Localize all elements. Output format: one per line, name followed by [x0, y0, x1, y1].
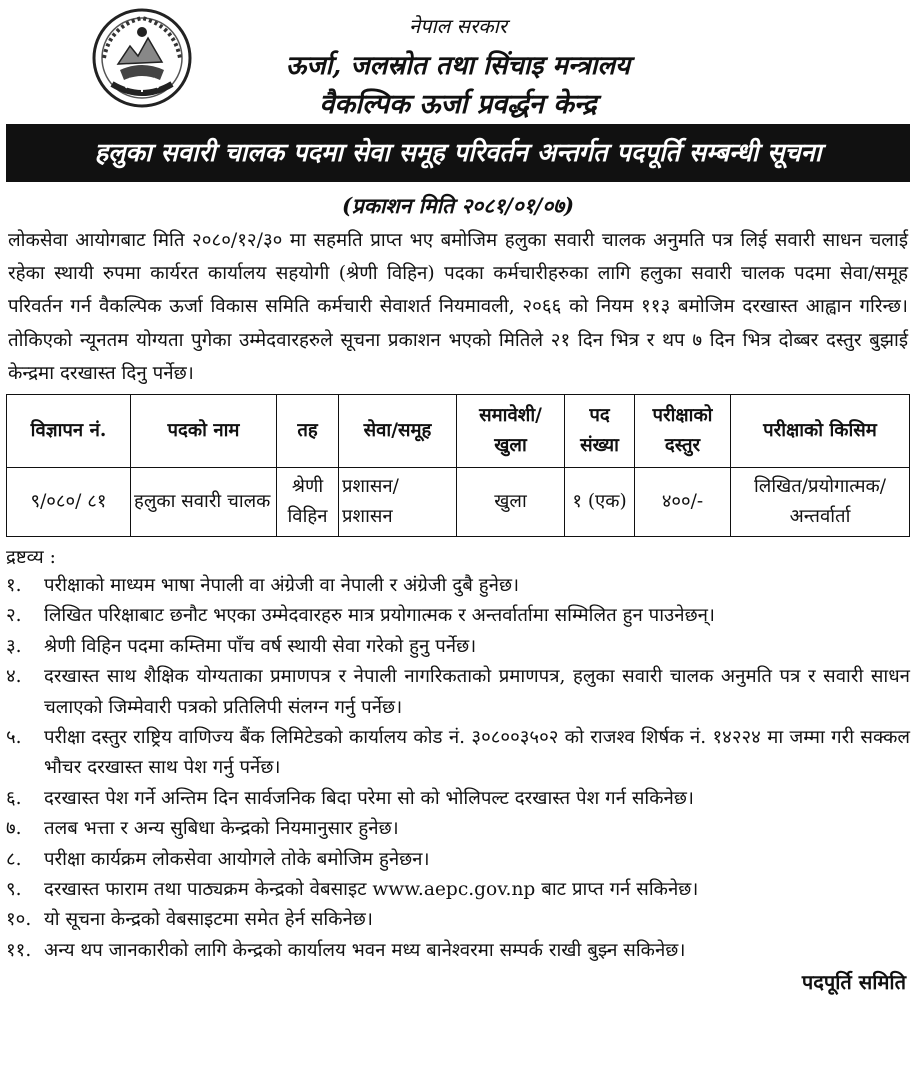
- note-number: ७.: [6, 818, 22, 840]
- note-text: तलब भत्ता र अन्य सुबिधा केन्द्रको नियमानुसार हुनेछ।: [44, 818, 399, 840]
- note-text: यो सूचना केन्द्रको वेबसाइटमा समेत हेर्न सकिनेछ।: [44, 909, 373, 931]
- header-post-count: पद संख्या: [565, 395, 635, 468]
- ministry-title: ऊर्जा, जलस्रोत तथा सिंचाइ मन्त्रालय: [285, 51, 631, 81]
- cell-type: खुला: [457, 468, 565, 537]
- note-text: दरखास्त फाराम तथा पाठ्यक्रम केन्द्रको वेबसाइट www.aepc.gov.np बाट प्राप्त गर्न सकिनेछ।: [44, 879, 699, 901]
- cell-exam: लिखित/प्रयोगात्मक/ अन्तर्वार्ता: [731, 468, 910, 537]
- header-ad-no: विज्ञापन नं.: [7, 395, 131, 468]
- notes-list: [6, 571, 910, 966]
- list-item: [6, 784, 910, 814]
- notice-banner: हलुका सवारी चालक पदमा सेवा समूह परिवर्तन अन्तर्गत पदपूर्ति सम्बन्धी सूचना: [6, 124, 910, 182]
- intro-paragraph: लोकसेवा आयोगबाट मिति २०८०/१२/३० मा सहमति प्राप्त भए बमोजिम हलुका सवारी चालक अनुमति पत्र लिई सवारी साधन चलाई रहेका स्थायी रुपमा कार्यरत कार्यालय सहयोगी (श्रेणी विहिन) पदका कर्मचारीहरुका लागि हलुका सवारी चालक पदमा सेवा/समूह परिवर्तन गर्न वैकल्पिक ऊर्जा विकास समिति कर्मचारी सेवाशर्त नियमावली, २०६६ को नियम ११३ बमोजिम दरखास्त आह्वान गरिन्छ। तोकिएको न्यूनतम योग्यता पुगेका उम्मेदवारहरुले सूचना प्रकाशन भएको मितिले २१ दिन भित्र र थप ७ दिन भित्र दोब्बर दस्तुर बुझाई केन्द्रमा दरखास्त दिनु पर्नेछ।: [8, 230, 908, 384]
- notes-title: द्रष्टव्य :: [6, 547, 56, 569]
- note-text: परीक्षा कार्यक्रम लोकसेवा आयोगले तोके बमोजिम हुनेछन।: [44, 848, 430, 870]
- header-exam-type: परीक्षाको किसिम: [731, 395, 910, 468]
- publication-date: (प्रकाशन मिति २०८१/०१/०७): [341, 193, 575, 218]
- list-item: [6, 814, 910, 844]
- table-header-row: [7, 395, 910, 468]
- list-item: [6, 905, 910, 935]
- vacancy-table: [6, 394, 910, 537]
- cell-service: प्रशासन/ प्रशासन: [339, 468, 457, 537]
- government-title: नेपाल सरकार: [409, 14, 507, 38]
- cell-fee: ४००/-: [635, 468, 731, 537]
- header-post: पदको नाम: [131, 395, 277, 468]
- list-item: [6, 723, 910, 784]
- note-text: दरखास्त साथ शैक्षिक योग्यताका प्रमाणपत्र र नेपाली नागरिकताको प्रमाणपत्र, हलुका सवारी चालक अनुमति पत्र र सवारी साधन चलाएको जिम्मेवारी पत्रको प्रतिलिपी संलग्न गर्नु पर्नेछ।: [44, 666, 910, 718]
- note-number: ६.: [6, 787, 22, 809]
- note-number: ८.: [6, 848, 22, 870]
- note-number: ११.: [6, 939, 32, 961]
- note-number: १.: [6, 575, 22, 597]
- note-number: ९.: [6, 879, 22, 901]
- header: [6, 0, 910, 124]
- table-row: [7, 468, 910, 537]
- note-number: ३.: [6, 635, 22, 657]
- cell-post: हलुका सवारी चालक: [131, 468, 277, 537]
- header-exam-fee: परीक्षाको दस्तुर: [635, 395, 731, 468]
- note-number: २.: [6, 605, 22, 627]
- list-item: [6, 875, 910, 905]
- note-text: अन्य थप जानकारीको लागि केन्द्रको कार्यालय भवन मध्य बानेश्वरमा सम्पर्क राखी बुझ्न सकिनेछ।: [44, 939, 686, 961]
- center-title: वैकल्पिक ऊर्जा प्रवर्द्धन केन्द्र: [319, 89, 597, 120]
- list-item: [6, 662, 910, 723]
- note-text: परीक्षा दस्तुर राष्ट्रिय वाणिज्य बैंक लिमिटेडको कार्यालय कोड नं. ३०८००३५०२ को राजश्व शिर्षक नं. १४२२४ मा जम्मा गरी सक्कल भौचर दरखास्त साथ पेश गर्नु पर्नेछ।: [44, 727, 910, 779]
- cell-level: श्रेणी विहिन: [277, 468, 339, 537]
- list-item: [6, 601, 910, 631]
- header-level: तह: [277, 395, 339, 468]
- header-service: सेवा/समूह: [339, 395, 457, 468]
- note-text: श्रेणी विहिन पदमा कम्तिमा पाँच वर्ष स्थायी सेवा गरेको हुनु पर्नेछ।: [44, 635, 477, 657]
- note-number: ४.: [6, 666, 22, 688]
- note-text: लिखित परिक्षाबाट छनौट भएका उम्मेदवारहरु मात्र प्रयोगात्मक र अन्तर्वार्तामा सम्मिलित हुन पाउनेछन्।: [44, 605, 715, 627]
- header-inclusive-open: समावेशी/ खुला: [457, 395, 565, 468]
- note-text: परीक्षाको माध्यम भाषा नेपाली वा अंग्रेजी वा नेपाली र अंग्रेजी दुबै हुनेछ।: [44, 575, 520, 597]
- cell-ad-no: ९/०८०/ ८१: [7, 468, 131, 537]
- note-number: ५.: [6, 727, 22, 749]
- list-item: [6, 632, 910, 662]
- list-item: [6, 571, 910, 601]
- signature: पदपूर्ति समिति: [801, 970, 906, 995]
- list-item: [6, 936, 910, 966]
- cell-count: १ (एक): [565, 468, 635, 537]
- list-item: [6, 845, 910, 875]
- note-number: १०.: [6, 909, 32, 931]
- note-text: दरखास्त पेश गर्ने अन्तिम दिन सार्वजनिक बिदा परेमा सो को भोलिपल्ट दरखास्त पेश गर्न सकिनेछ।: [44, 787, 694, 809]
